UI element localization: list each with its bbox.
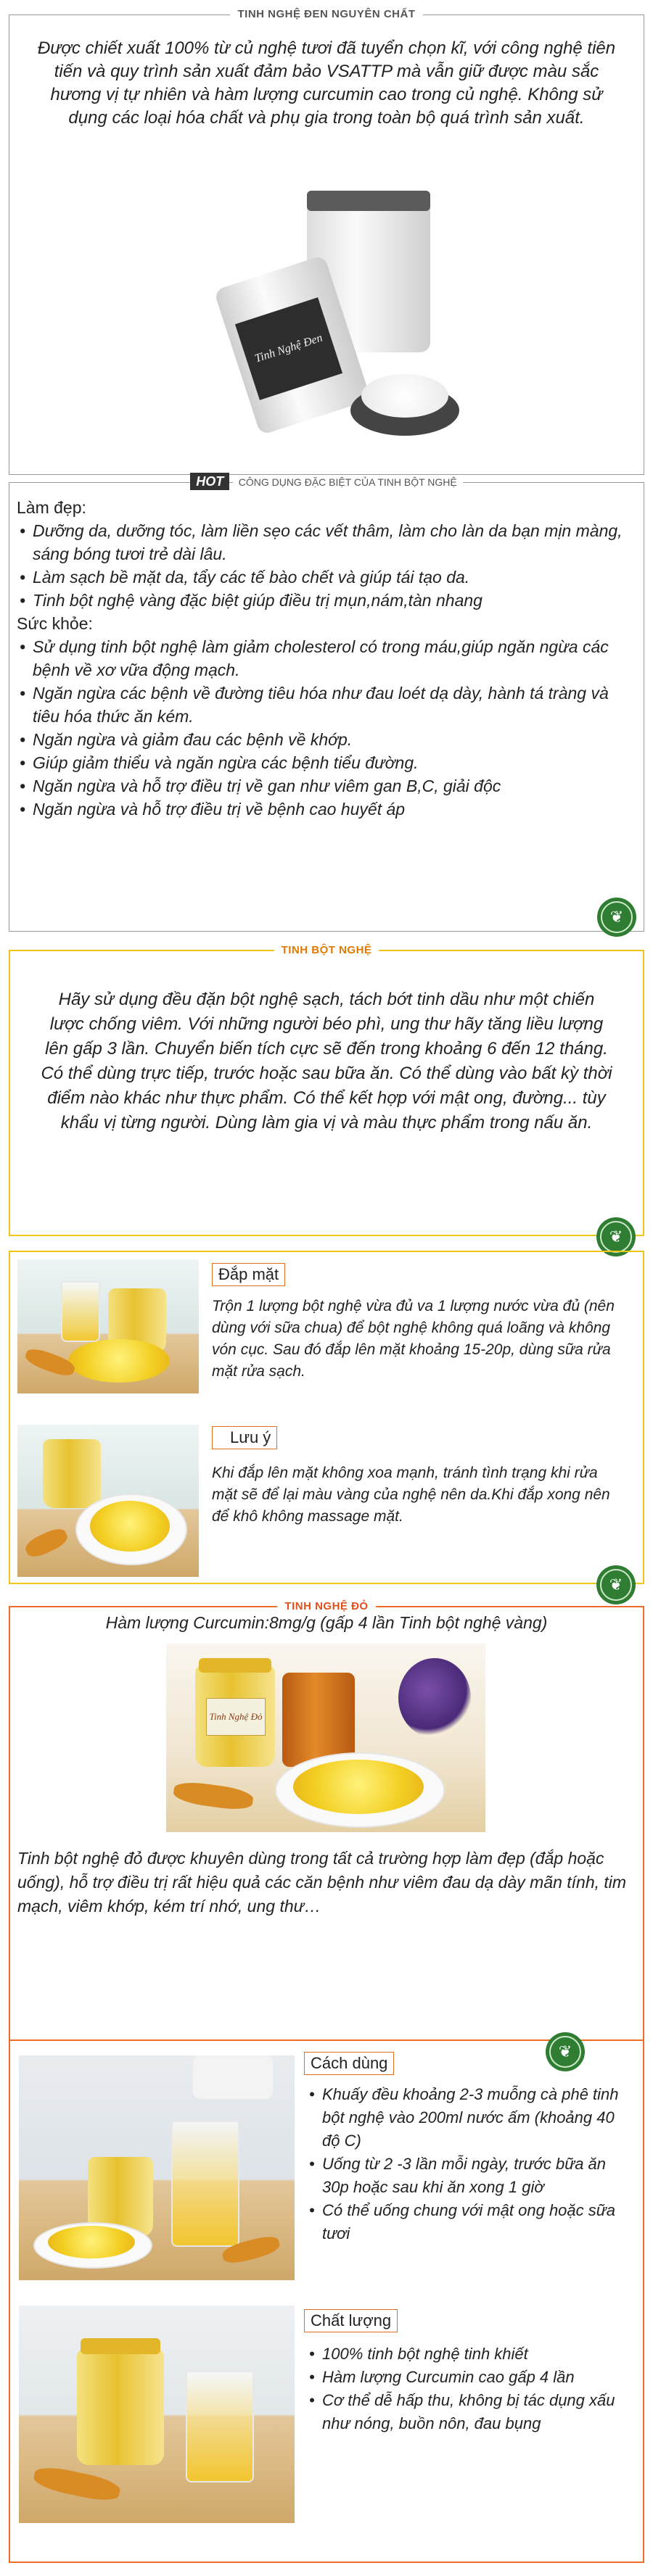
list-item: • Uống từ 2 -3 lần mỗi ngày, trước bữa ăn 30p hoặc sau khi ăn xong 1 giờ <box>306 2153 625 2199</box>
usage-list <box>306 2083 625 2245</box>
list-item: • Có thể uống chung với mật ong hoặc sữa tươi <box>306 2199 625 2245</box>
section-title: CÔNG DỤNG ĐẶC BIỆT CỦA TINH BỘT NGHỆ <box>233 476 463 488</box>
list-item: • Giúp giảm thiểu và ngăn ngừa các bệnh tiểu đường. <box>17 751 629 774</box>
beauty-heading: Làm đẹp: <box>17 498 86 517</box>
quality-list <box>306 2343 625 2435</box>
powder-bowl <box>68 1339 170 1383</box>
list-item: • Cơ thể dễ hấp thu, không bị tác dụng xấu như nóng, buồn nôn, đau bụng <box>306 2389 625 2435</box>
intro-text: Được chiết xuất 100% từ củ nghệ tươi đã tuyển chọn kĩ, với công nghệ tiên tiến và quy trình sản xuất đảm bảo VSATTP mà vẫn giữ được màu sắc hương vị tự nhiên và hàm lượng curcumin cao trong củ nghệ. Không sử dụng các loại hóa chất và phụ gia trong toàn bộ quá trình sản xuất. <box>37 38 616 128</box>
list-item: • Ngăn ngừa và hỗ trợ điều trị về bệnh cao huyết áp <box>17 798 629 821</box>
jar-front-label: Tinh Nghệ Đen <box>235 297 342 400</box>
mask-photo-1 <box>17 1259 199 1393</box>
leaf-badge-icon: ❦ <box>597 898 636 937</box>
list-item: • Tinh bột nghệ vàng đặc biệt giúp điều trị mụn,nám,tàn nhang <box>17 589 629 612</box>
list-item: • Sử dụng tinh bột nghệ làm giảm cholesterol có trong máu,giúp ngăn ngừa các bệnh về xơ vữa động mạch. <box>17 635 629 682</box>
list-item: • Khuấy đều khoảng 2-3 muỗng cà phê tinh bột nghệ vào 200ml nước ấm (khoảng 40 độ C) <box>306 2083 625 2153</box>
powder-pile <box>90 1501 170 1552</box>
section-title: TINH NGHỆ ĐỎ <box>10 1600 643 1612</box>
health-list <box>17 635 629 821</box>
list-item: • 100% tinh bột nghệ tinh khiết <box>306 2343 625 2366</box>
red-turmeric-text: Tinh bột nghệ đỏ được khuyên dùng trong tất cả trường hợp làm đẹp (đắp hoặc uống), hỗ trợ điều trị rất hiệu quả các căn bệnh như viêm đau dạ dày mãn tính, tim mạch, viêm khớp, kém trí nhớ, ung thư… <box>17 1849 627 1916</box>
section-special-uses <box>9 474 644 932</box>
red-turmeric-photo <box>166 1644 485 1832</box>
beauty-list <box>17 519 629 612</box>
section-turmeric-powder <box>9 944 644 1246</box>
list-item: • Làm sạch bề mặt da, tẩy các tế bào chết và giúp tái tạo da. <box>17 566 629 589</box>
uses-content <box>17 496 629 821</box>
mask-heading: Đắp mặt <box>212 1263 285 1286</box>
list-item: • Hàm lượng Curcumin cao gấp 4 lần <box>306 2366 625 2389</box>
section-header <box>9 474 644 489</box>
note-heading: Lưu ý <box>212 1426 277 1449</box>
drink-glass <box>186 2371 254 2482</box>
powder-pile <box>48 2226 135 2258</box>
mask-text: Trộn 1 lượng bột nghệ vừa đủ va 1 lượng nước vừa đủ (nên dùng với sữa chua) để bột nghệ không quá loãng và không vón cục. Sau đó đắp lên mặt khoảng 15-20p, dùng sữa rửa mặt rửa sạch. <box>212 1298 615 1380</box>
leaf-badge-icon: ❦ <box>546 2032 585 2071</box>
hot-badge: HOT <box>190 473 229 490</box>
turmeric-root <box>32 2464 122 2504</box>
flowers <box>398 1658 471 1738</box>
water-glass <box>61 1281 100 1342</box>
section-title: TINH BỘT NGHỆ <box>10 944 643 956</box>
turmeric-root <box>23 1346 77 1379</box>
leaf-badge-icon: ❦ <box>596 1565 636 1604</box>
mask-photo-2 <box>17 1425 199 1577</box>
quality-heading: Chất lượng <box>304 2309 398 2332</box>
curcumin-content: Hàm lượng Curcumin:8mg/g (gấp 4 lần Tinh bột nghệ vàng) <box>105 1613 548 1632</box>
drink-photo <box>19 2055 295 2280</box>
note-text: Khi đắp lên mặt không xoa mạnh, tránh tình trạng khi rửa mặt sẽ để lại màu vàng của nghệ nên da.Khi đắp xong nên để khô không massage mặt. <box>212 1465 610 1525</box>
section-title: TINH NGHỆ ĐEN NGUYÊN CHẤT <box>9 8 644 20</box>
list-item: • Ngăn ngừa và hỗ trợ điều trị về gan như viêm gan B,C, giải độc <box>17 774 629 798</box>
health-heading: Sức khỏe: <box>17 614 93 633</box>
pitcher <box>193 2055 273 2099</box>
jar-lid <box>199 1658 271 1673</box>
usage-heading: Cách dùng <box>304 2052 394 2075</box>
jar <box>77 2349 164 2465</box>
quality-photo <box>19 2306 295 2523</box>
list-item: • Ngăn ngừa các bệnh về đường tiêu hóa như đau loét dạ dày, hành tá tràng và tiêu hóa thức ăn kém. <box>17 682 629 728</box>
jar <box>43 1439 101 1508</box>
leaf-badge-icon: ❦ <box>596 1217 636 1256</box>
turmeric-root <box>22 1525 70 1561</box>
section-pure-black-turmeric <box>9 8 644 475</box>
section-red-turmeric <box>9 1600 644 2041</box>
section-face-mask <box>9 1251 644 1594</box>
powder-pile <box>293 1760 424 1814</box>
white-powder <box>361 374 448 418</box>
list-item: • Dưỡng da, dưỡng tóc, làm liền sẹo các vết thâm, làm cho làn da bạn mịn màng, sáng bóng tươi trẻ dài lâu. <box>17 519 629 566</box>
powder-text: Hãy sử dụng đều đặn bột nghệ sạch, tách bớt tinh dầu như một chiến lược chống viêm. Với những người béo phì, ung thư hãy tăng liều lượng lên gấp 3 lần. Chuyển biến tích cực sẽ đến trong khoảng 6 đến 12 tháng. Có thể dùng trực tiếp, trước hoặc sau bữa ăn. Có thể dùng vào bất kỳ thời điểm nào khác như thực phẩm. Có thể kết hợp với mật ong, đường... tùy khẩu vị từng người. Dùng làm gia vị và màu thực phẩm trong nấu ăn. <box>41 990 612 1132</box>
section-usage-quality <box>9 2041 644 2563</box>
turmeric-root <box>172 1779 254 1812</box>
jar-label: Tinh Nghệ Đỏ <box>206 1698 266 1736</box>
jar-back-lid <box>307 191 430 211</box>
list-item: • Ngăn ngừa và giảm đau các bệnh về khớp. <box>17 728 629 751</box>
product-image <box>205 182 467 465</box>
jar-lid <box>81 2338 160 2354</box>
drink-glass <box>171 2121 239 2247</box>
